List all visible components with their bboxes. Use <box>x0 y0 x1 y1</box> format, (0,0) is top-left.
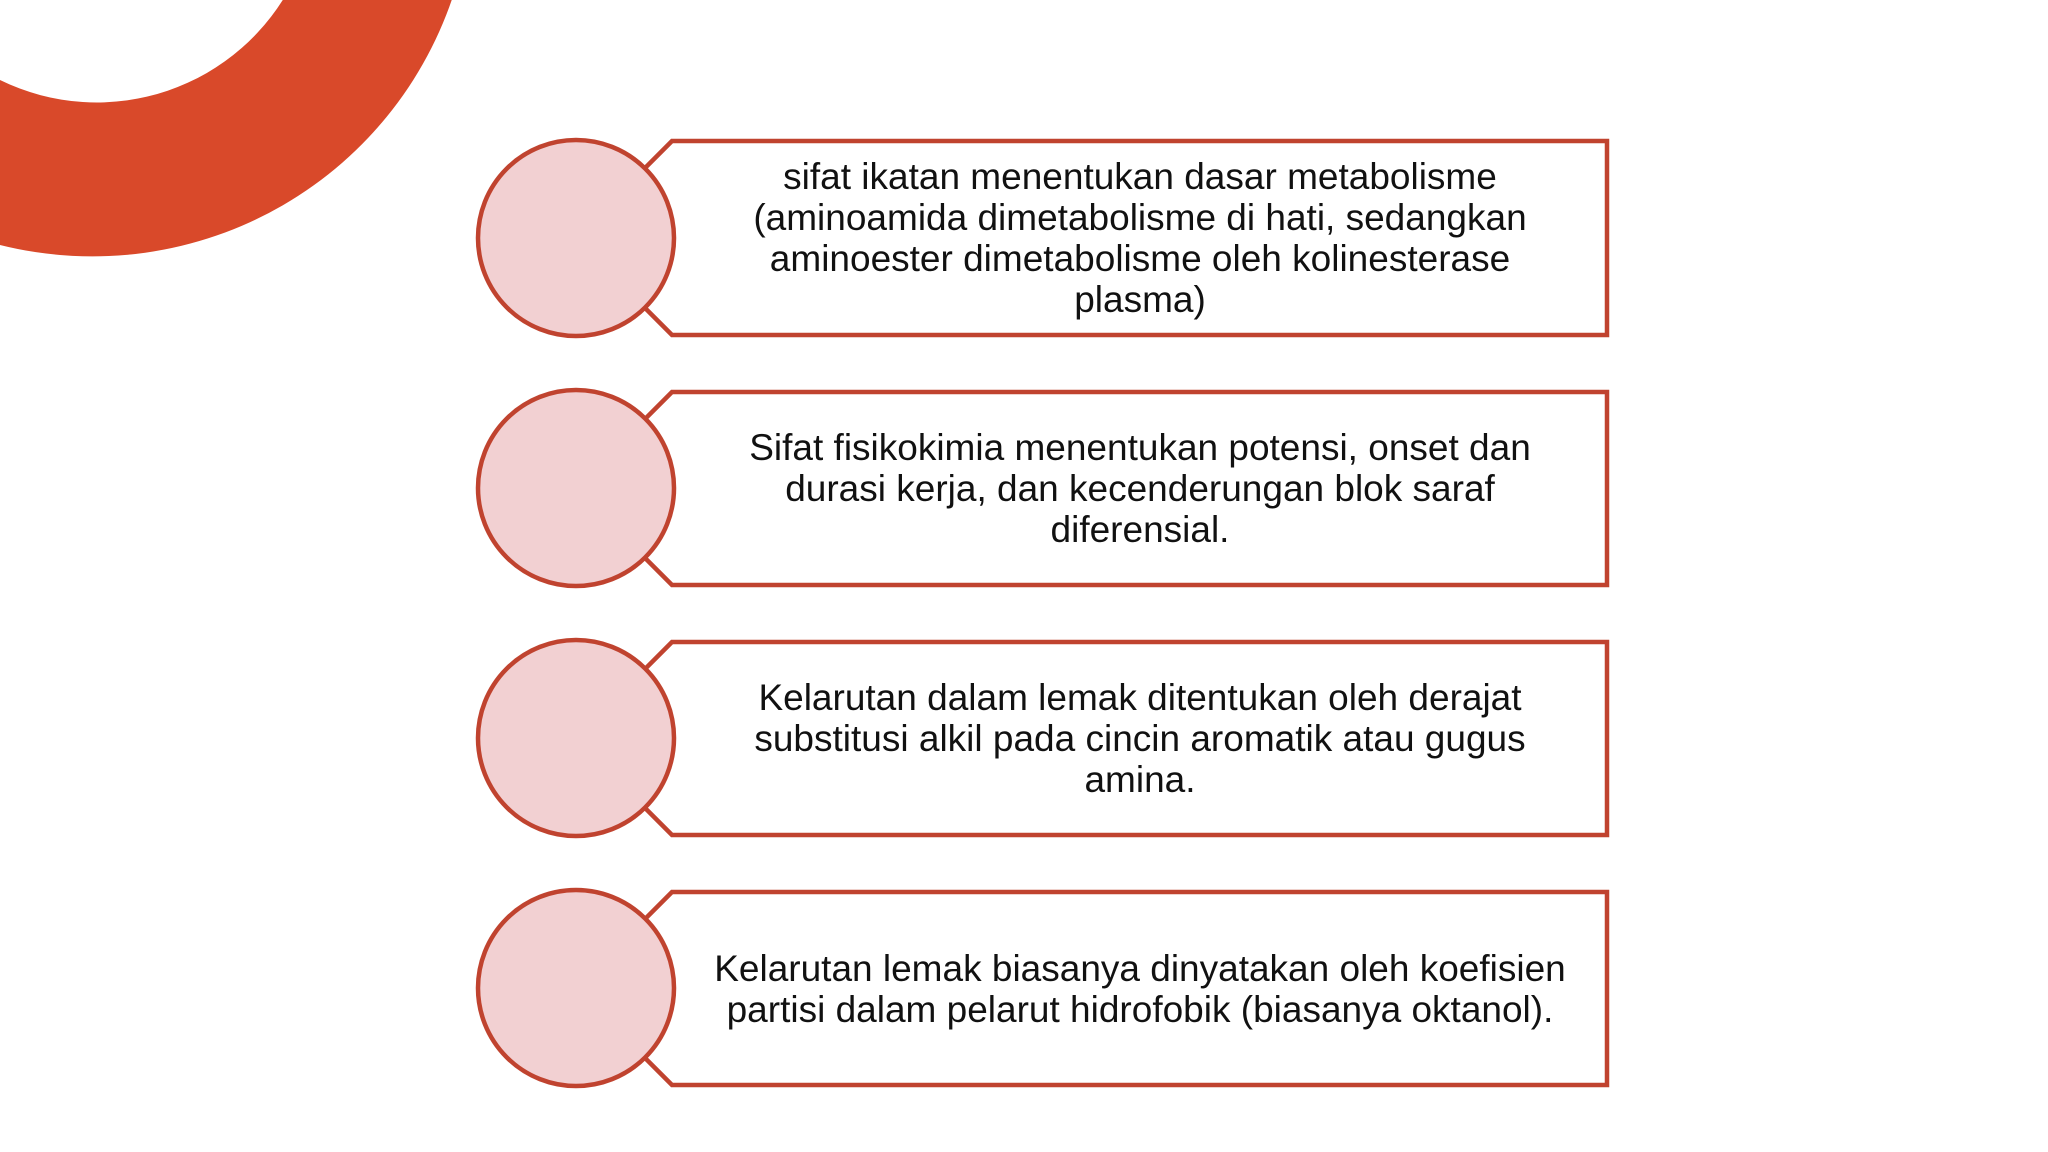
item-2-circle <box>478 390 674 586</box>
item-3-text: Kelarutan dalam lemak ditentukan oleh derajat substitusi alkil pada cincin aromatik atau gugus amina. <box>754 677 1526 800</box>
item-4-text: Kelarutan lemak biasanya dinyatakan oleh koefisien partisi dalam pelarut hidrofobik (biasanya oktanol). <box>714 947 1566 1030</box>
decorative-arc <box>0 0 458 256</box>
item-1-circle <box>478 140 674 336</box>
item-3-circle <box>478 640 674 836</box>
item-2-text: Sifat fisikokimia menentukan potensi, onset dan durasi kerja, dan kecenderungan blok saraf diferensial. <box>749 427 1531 550</box>
item-1-text: sifat ikatan menentukan dasar metabolisme (aminoamida dimetabolisme di hati, sedangkan aminoester dimetabolisme oleh kolinesterase plasma) <box>753 155 1527 320</box>
item-4-circle <box>478 890 674 1086</box>
